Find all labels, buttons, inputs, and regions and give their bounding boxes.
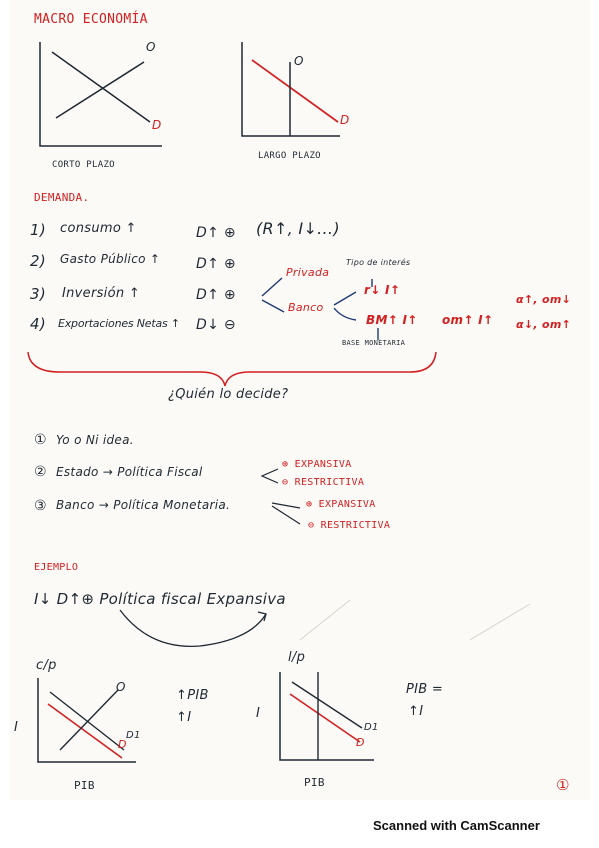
demand-item-4-num: 4) xyxy=(30,315,46,333)
demand-item-3-num: 3) xyxy=(30,285,46,303)
ex1-label-o: O xyxy=(116,680,126,694)
short-run-caption: CORTO PLAZO xyxy=(52,160,115,170)
demand-item-1-label: consumo ↑ xyxy=(60,221,137,236)
short-run-label-d: D xyxy=(152,118,162,132)
alpha-down-label: α↓, om↑ xyxy=(516,318,572,331)
ex2-axis-i: I xyxy=(256,706,261,721)
monetary-expansiva: ⊕ EXPANSIVA xyxy=(306,499,376,510)
demand-item-1-effect: D↑ ⊕ xyxy=(196,225,236,241)
demand-item-4-label: Exportaciones Netas ↑ xyxy=(58,317,180,330)
demand-item-4-effect: D↓ ⊖ xyxy=(196,317,236,333)
ex1-label-d1: D1 xyxy=(126,730,141,741)
page-title: MACRO ECONOMÍA xyxy=(34,12,148,27)
decide-item-2-label: Estado → Política Fiscal xyxy=(56,465,203,479)
scanner-footer: Scanned with CamScanner xyxy=(373,818,540,833)
alpha-up-label: α↑, om↓ xyxy=(516,293,572,306)
fiscal-restrictiva: ⊖ RESTRICTIVA xyxy=(282,477,365,488)
fiscal-expansiva: ⊕ EXPANSIVA xyxy=(282,459,352,470)
ex1-note-i: ↑I xyxy=(176,710,192,725)
monetary-restrictiva: ⊖ RESTRICTIVA xyxy=(308,520,391,531)
demand-item-1-num: 1) xyxy=(30,221,46,239)
demand-item-2-effect: D↑ ⊕ xyxy=(196,256,236,272)
demand-item-3-effect: D↑ ⊕ xyxy=(196,287,236,303)
bm-up-label: BM↑ I↑ xyxy=(366,313,418,327)
decide-item-3-num: ③ xyxy=(34,498,47,514)
page-number: ① xyxy=(556,776,570,794)
long-run-label-d: D xyxy=(340,113,350,127)
ex2-label-d1: D1 xyxy=(364,722,379,733)
decide-item-1-num: ① xyxy=(34,432,47,448)
short-run-label-o: O xyxy=(146,40,156,54)
ex2-y-label: l/p xyxy=(288,650,306,665)
long-run-label-o: O xyxy=(294,54,304,68)
demand-item-3-label: Inversión ↑ xyxy=(62,286,141,301)
om-up-label: om↑ I↑ xyxy=(442,313,494,327)
who-decides-question: ¿Quién lo decide? xyxy=(168,387,289,402)
ex2-x-label: PIB xyxy=(304,776,325,789)
branch-privada: Privada xyxy=(286,266,330,279)
demand-item-2-label: Gasto Público ↑ xyxy=(60,252,161,266)
long-run-caption: LARGO PLAZO xyxy=(258,151,321,161)
ex1-y-label: c/p xyxy=(36,658,57,673)
tipo-interes-label: Tipo de interés xyxy=(346,258,411,267)
ex1-x-label: PIB xyxy=(74,779,95,792)
ex2-label-d: D xyxy=(356,736,365,749)
example-heading: EJEMPLO xyxy=(34,562,79,573)
ex1-axis-i: I xyxy=(14,720,19,735)
demand-item-2-num: 2) xyxy=(30,252,46,270)
notebook-page xyxy=(10,0,590,800)
decide-item-2-num: ② xyxy=(34,464,47,480)
ex2-note-i: ↑I xyxy=(408,704,424,719)
r-down-label: r↓ I↑ xyxy=(364,283,401,297)
decide-item-3-label: Banco → Política Monetaria. xyxy=(56,498,231,512)
branch-banco: Banco xyxy=(288,301,324,314)
ex1-label-d: D xyxy=(118,738,127,751)
base-monetaria-label: BASE MONETARIA xyxy=(342,339,406,347)
demand-heading: DEMANDA. xyxy=(34,191,90,204)
ex1-note-pib: ↑PIB xyxy=(176,688,209,703)
example-statement: I↓ D↑⊕ Política fiscal Expansiva xyxy=(34,590,286,608)
demand-item-1-extra: (R↑, I↓...) xyxy=(256,219,340,238)
decide-item-1-label: Yo o Ni idea. xyxy=(56,433,134,447)
ex2-note-pib: PIB = xyxy=(406,682,444,697)
